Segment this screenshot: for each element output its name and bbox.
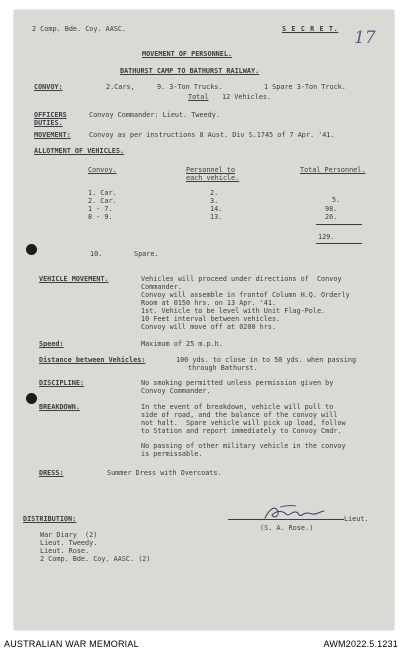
vehicle-movement-line: Room at 0150 hrs. on 13 Apr. '41. <box>141 299 277 307</box>
signature-line <box>228 519 344 520</box>
punch-hole <box>26 244 37 255</box>
convoy-total-label: Total <box>188 93 209 101</box>
allotment-row-personnel: 3. <box>210 197 219 205</box>
distribution-item: 2 Comp. Bde. Coy. AASC. (2) <box>40 555 151 563</box>
spare-number: 10. <box>90 250 103 258</box>
signature-rank: Lieut. <box>344 515 369 523</box>
signature-name: (S. A. Rose.) <box>260 524 314 532</box>
allotment-row-total: 26. <box>325 213 338 221</box>
dress-label: DRESS: <box>39 469 64 477</box>
allotment-row-convoy: 1. Car. <box>88 189 117 197</box>
vehicle-movement-line: Commander. <box>141 283 182 291</box>
discipline-line-1: No smoking permitted unless permission given by <box>141 379 334 387</box>
spare-label: Spare. <box>134 250 159 258</box>
vehicle-movement-line: 10 Feet interval between vehicles. <box>141 315 281 323</box>
distance-label: Distance between Vehicles: <box>39 356 146 364</box>
distribution-item: Lieut. Tweedy. <box>40 539 98 547</box>
archive-footer <box>0 634 403 653</box>
convoy-trucks: 9. 3-Ton Trucks. <box>157 83 223 91</box>
handwritten-page-number: 17 <box>354 28 376 48</box>
archive-reference: AWM2022.5.1231 <box>323 639 398 649</box>
breakdown-note-line: No passing of other military vehicle in the convoy <box>141 442 346 450</box>
discipline-line-2: Convoy Commander. <box>141 387 211 395</box>
movement-value: Convoy as per instructions 8 Aust. Div S.1745 of 7 Apr. '41. <box>89 131 335 139</box>
title-line-1: MOVEMENT OF PERSONNEL. <box>142 50 233 58</box>
allotment-label: ALLOTMENT OF VEHICLES. <box>34 147 125 155</box>
total-divider-line <box>316 224 362 225</box>
total-underline <box>316 243 362 244</box>
allotment-header-personnel-1: Personnel to <box>186 166 236 174</box>
unit-header: 2 Comp. Bde. Coy. AASC. <box>32 25 127 33</box>
allotment-row-personnel: 14. <box>210 205 223 213</box>
breakdown-label: BREAKDOWN. <box>39 403 80 411</box>
allotment-row-total: 98. <box>325 205 338 213</box>
allotment-grand-total: 129. <box>318 233 335 241</box>
archive-name: AUSTRALIAN WAR MEMORIAL <box>4 639 139 649</box>
convoy-spare: 1 Spare 3-Ton Truck. <box>264 83 346 91</box>
allotment-header-personnel-2: each vehicle. <box>186 174 240 182</box>
handwritten-signature <box>262 502 332 524</box>
punch-hole <box>26 393 37 404</box>
officers-label-line-2: DUTIES. <box>34 119 63 127</box>
classification-label: S E C R E T. <box>282 25 339 33</box>
distance-line-1: 100 yds. to close in to 50 yds. when passing <box>176 356 357 364</box>
distribution-item: Lieut. Rose. <box>40 547 90 555</box>
vehicle-movement-line: 1st. Vehicle to be level with Unit Flag-Pole. <box>141 307 326 315</box>
breakdown-line: to Station and report immediately to Convoy Cmdr. <box>141 427 342 435</box>
movement-label: MOVEMENT: <box>34 131 71 139</box>
speed-label: Speed: <box>39 340 64 348</box>
title-line-2: BATHURST CAMP TO BATHURST RAILWAY. <box>120 67 260 75</box>
vehicle-movement-line: Convoy will assemble in frontof Column H.Q. Orderly <box>141 291 350 299</box>
breakdown-note-line: is permissable. <box>141 450 203 458</box>
distance-line-2: through Bathurst. <box>188 364 258 372</box>
allotment-row-convoy: 1 - 7. <box>88 205 113 213</box>
allotment-row-total: 5. <box>332 196 341 204</box>
vehicle-movement-label: VEHICLE MOVEMENT. <box>39 275 109 283</box>
allotment-row-convoy: 2. Car. <box>88 197 117 205</box>
dress-value: Summer Dress with Overcoats. <box>107 469 222 477</box>
distribution-item: War Diary (2) <box>40 531 98 539</box>
vehicle-movement-line: Convoy will move off at 0200 hrs. <box>141 323 277 331</box>
allotment-header-convoy: Convoy. <box>88 166 117 174</box>
vehicle-movement-line: Vehicles will proceed under directions of Convoy <box>141 275 342 283</box>
discipline-label: DISCIPLINE: <box>39 379 85 387</box>
convoy-label: CONVOY: <box>34 83 63 91</box>
distribution-label: DISTRIBUTION: <box>23 515 77 523</box>
breakdown-line: side of road, and the balance of the convoy will <box>141 411 338 419</box>
speed-value: Maximum of 25 m.p.h. <box>141 340 223 348</box>
allotment-row-convoy: 8 - 9. <box>88 213 113 221</box>
allotment-row-personnel: 13. <box>210 213 223 221</box>
document-page <box>14 10 394 630</box>
breakdown-line: not halt. Spare vehicle will pick up load, follow <box>141 419 346 427</box>
allotment-header-total: Total Personnel. <box>300 166 366 174</box>
officers-label-line-1: OFFICERS <box>34 111 67 119</box>
convoy-total-value: 12 Vehicles. <box>222 93 272 101</box>
allotment-row-personnel: 2. <box>210 189 219 197</box>
convoy-cars: 2.Cars, <box>106 83 135 91</box>
officers-value: Convoy Commander: Lieut. Tweedy. <box>89 111 220 119</box>
breakdown-line: In the event of breakdown, vehicle will pull to <box>141 403 334 411</box>
